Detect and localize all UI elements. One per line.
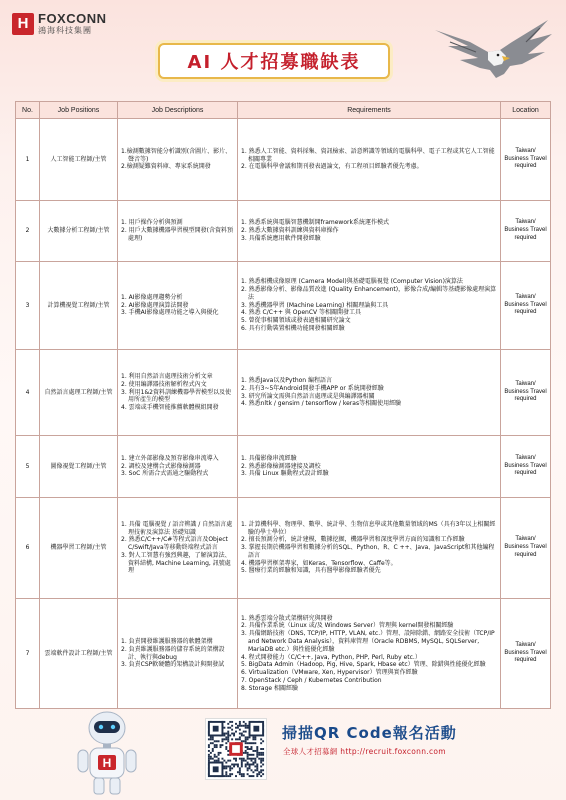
cell-requirements [238,119,501,201]
location-line: Business Travel [504,649,547,656]
location-line: Taiwan/ [515,380,536,387]
description-item: 1. 負責開發維護服務器的軟體架構 [121,637,213,645]
cell-location [501,262,551,350]
location-line: Taiwan/ [515,454,536,461]
requirement-item: 8. Storage 相關經驗 [241,684,299,692]
cell-no: 5 [16,436,40,498]
requirement-item: 2. 在電腦科學會議和期刊發表過論文，有工程項目經驗者優先考慮。 [241,163,423,171]
requirement-item: 5. BigData Admin（Hadoop, Pig, Hive, Spark, Hbase etc）管理、除錯與性能優化經驗 [241,661,486,669]
location-line: required [514,551,537,558]
cell-job-position: 機器學習工程師/主管 [40,498,118,599]
cell-job-descriptions [118,350,238,436]
header-no: No. [16,102,40,119]
cell-job-descriptions [118,599,238,709]
description-item: 3. 負責CSP軟硬體的架構設計與開發試 [121,661,225,669]
page-header [0,0,566,100]
requirement-item: 2. 具有3~5年Android開發手機APP or 系統開發經驗 [241,384,384,392]
location-line: required [514,309,537,316]
requirement-item: 3. 具備網路技術（DNS, TCP/IP, HTTP, VLAN, etc.）管理、設障除錯、網路安全技術（TCP/IP and Network Data Analysis），資料庫管理（Oracle RDBMS, MySQL, SQLServer, MariaDB etc.）與性能優化經驗 [241,630,495,653]
cell-job-position: 圖像視覺工程師/主管 [40,436,118,498]
cell-job-descriptions [118,119,238,201]
location-line: required [514,234,537,241]
requirement-item: 4. 熟悉 C/C++ 與 OpenCV 等相關開發工具 [241,309,362,317]
header-location: Location [501,102,551,119]
requirement-item: 7. OpenStack / Ceph / Kubernetes Contribution [241,676,382,684]
description-item: 2. 使用編譯器技術解析程式內文 [121,380,207,388]
page-title-box [158,43,390,79]
location-line: Business Travel [504,462,547,469]
requirement-item: 5. 曾從事相關領域或發表過相關研究論文 [241,317,351,325]
requirement-item: 2. 熟悉影像檢測器建接及調校 [241,462,321,470]
cell-job-position: 人工智能工程師/主管 [40,119,118,201]
requirement-item: 1. 具備影像串流經驗 [241,454,297,462]
requirement-item: 3. 具備系統應用軟件開發經驗 [241,234,321,242]
cell-job-descriptions [118,262,238,350]
header-job-positions: Job Positions [40,102,118,119]
cell-no: 6 [16,498,40,599]
table-row [16,201,551,262]
requirement-item: 5. 醫療行業的經驗和知識，具有醫學影像經驗者優先 [241,567,381,575]
location-line: Taiwan/ [515,147,536,154]
cell-location [501,119,551,201]
header-job-descriptions: Job Descriptions [118,102,238,119]
logo-brand: FOXCONN [38,11,107,26]
description-item: 2. 調校及建構合式影像檢測器 [121,462,201,470]
table-row [16,436,551,498]
description-item: 2. 用戶大數據機器學習模型開發(含資料預處理) [121,227,233,242]
job-table [15,101,551,709]
cell-no: 4 [16,350,40,436]
location-line: required [514,470,537,477]
cell-no: 1 [16,119,40,201]
cell-job-position: 大數據分析工程師/主管 [40,201,118,262]
svg-text:H: H [102,756,112,770]
cell-requirements [238,436,501,498]
requirement-item: 6. Virtualization（VMware, Xen, Hypervisor）管理與實作經驗 [241,669,418,677]
logo-text [38,12,107,35]
description-item: 3. 對人工智慧有強烈興趣，了解演算法、資料結構, Machine Learning, 訊號處理 [121,551,231,575]
requirement-item: 1. 熟悉系統與電腦智慧機制開framework系統運作模式 [241,219,389,227]
description-item: 2.檢測疑難資料庫、專家系統開發 [121,163,211,171]
cell-location [501,201,551,262]
cell-job-position: 雲端軟件設計工程師/主管 [40,599,118,709]
requirement-item: 1. 計算機科學、物理學、數學、統計學、生物信息學或其他數量領域的MS（具有3年以上相關經驗的學士學位） [241,520,496,536]
description-item: 1. 用戶操作分析與預測 [121,219,183,227]
location-line: Business Travel [504,388,547,395]
description-item: 2. AI影像處理演算法開發 [121,301,189,309]
table-header-row [16,102,551,119]
header-requirements: Requirements [238,102,501,119]
table-row [16,119,551,201]
cell-location [501,599,551,709]
cell-location [501,498,551,599]
location-line: Business Travel [504,227,547,234]
cell-no: 7 [16,599,40,709]
cell-requirements [238,599,501,709]
qr-code-icon[interactable] [205,718,267,780]
cell-job-descriptions [118,201,238,262]
requirement-item: 2. 擅長預測分析，統計建模，數據挖掘，機器學習和深度學習方面的知識和工作經驗 [241,536,465,544]
requirement-item: 2. 具備作業系統（Linux 或/及 Windows Server）管理與 kernel開發相關經驗 [241,622,454,630]
location-line: Taiwan/ [515,293,536,300]
description-item: 3. SoC 所需合式需通之驅動程式 [121,470,209,478]
location-line: Taiwan/ [515,641,536,648]
description-item: 2. 熟悉C/C++/C#等程式語言及Object C/Swift/Java等移動終端程式語言 [121,536,228,552]
table-row [16,498,551,599]
description-item: 1. AI影像處理趨勢分析 [121,293,183,301]
page-title: AI 人才招募職缺表 [187,52,361,73]
logo-chinese: 鴻海科技集團 [38,26,92,35]
location-line: required [514,396,537,403]
requirement-item: 4. 程式開發能力（C/C++, Java, Python, PHP, Perl, Ruby etc.） [241,653,421,661]
description-item: 2. 負責維護服務器的儲存系統的架構設計、執行與debug [121,645,225,661]
description-item: 1. 具備 電腦視覺 / 語音辨識 / 自然語言處理技術及演算法 基礎知識 [121,520,233,536]
description-item: 4. 雲端或手機智能推薦軟體模組開發 [121,404,219,412]
location-line: required [514,657,537,664]
requirement-item: 3. 掌握長期於機器學習和數據分析的SQL、Python、R、C ++、Java、JavaScript和其他編程語言 [241,544,495,559]
robot-icon [72,708,142,798]
eagle-icon [430,12,560,97]
cell-job-descriptions [118,498,238,599]
description-item: 1.檢測數據智能分析識別(含圖片、影片、聲音等) [121,147,232,163]
cta-recruit-link[interactable]: 全球人才招募網 http://recruit.foxconn.com [283,747,446,756]
cell-no: 2 [16,201,40,262]
table-row [16,599,551,709]
description-item: 1. 利用自然語言處理技術分析文章 [121,373,213,380]
requirement-item: 4. 熟悉nltk / gensim / tensorflow / keras等相關使用經驗 [241,400,402,408]
cell-no: 3 [16,262,40,350]
cell-requirements [238,201,501,262]
cell-requirements [238,498,501,599]
description-item: 3. 利用1&2資料訓練機器學習模型以及使用所產生的模型 [121,388,231,404]
cell-location [501,350,551,436]
cell-job-position: 自然語言處理工程師/主管 [40,350,118,436]
requirement-item: 1. 熟悉相機成像原理 (Camera Model)與基礎電腦視覺 (Computer Vision)演算法 [241,278,463,286]
requirement-item: 3. 研究所論文需與自然語言處理或是與編譯器相關 [241,392,375,400]
location-line: Business Travel [504,155,547,162]
table-row [16,262,551,350]
cell-job-position: 計算機視覺工程師/主管 [40,262,118,350]
description-item: 3. 手機AI影像處理功能之導入與優化 [121,309,219,317]
cell-requirements [238,262,501,350]
requirement-item: 1. 熟悉人工智能、資料採集、資訊檢索、語意辨識等領域的電腦科學、電子工程或其它人工智能相關專業 [241,147,495,163]
location-line: Business Travel [504,544,547,551]
location-line: Taiwan/ [515,536,536,543]
requirement-item: 1. 熟悉雲端分散式架構研究與開發 [241,614,333,622]
requirement-item: 1. 熟悉Java以及Python 編程語言 [241,376,333,384]
cta-title: 掃描QR Code報名活動 [282,724,457,742]
foxconn-logo [12,12,107,35]
requirement-item: 2. 熟悉大數據資料訓練與資料庫操作 [241,227,339,235]
cell-job-descriptions [118,436,238,498]
location-line: Business Travel [504,301,547,308]
requirement-item: 6. 具有行動裝置相機功能開發相關經驗 [241,324,345,332]
cell-requirements [238,350,501,436]
requirement-item: 3. 熟悉機器學習 (Machine Learning) 相關理論與工具 [241,301,389,309]
description-item: 1. 建立外部影像及預存影像串流導入 [121,454,219,462]
table-row [16,350,551,436]
location-line: required [514,163,537,170]
cell-location [501,436,551,498]
location-line: Taiwan/ [515,219,536,226]
requirement-item: 2. 熟悉影像分析、影像品質改進 (Quality Enhancement)，影像合成/編輯等基礎影像處理演算法 [241,286,497,301]
requirement-item: 3. 具備 Linux 驅動程式設計經驗 [241,470,329,478]
foxconn-logo-icon: H [12,13,34,35]
requirement-item: 4. 機器學習框架專家，如Keras、Tensorflow、Caffe等。 [241,559,397,567]
